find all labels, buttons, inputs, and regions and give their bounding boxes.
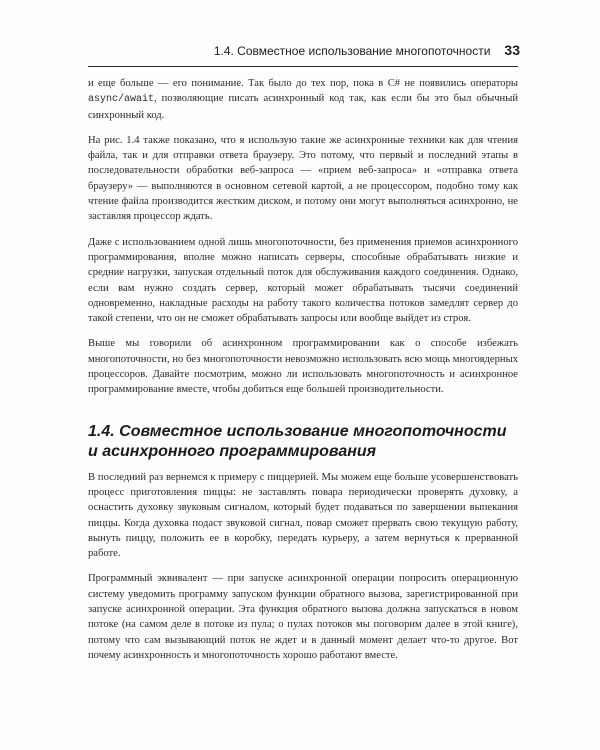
paragraph-5: В последний раз вернемся к примеру с пиццерией. Мы можем еще больше усовершенствовать процесс приготовления пиццы: не заставлять повара периодически проверять духовку, а оснастить духовку звуковым сигналом, который будет подаваться по завершении выпекания пиццы. Когда духовка подаст звуковой сигнал, повар сможет прервать свою текущую работу, вынуть пиццу, положить ее в коробку, передать курьеру, а затем вернуться к прерванной работе. bbox=[88, 471, 518, 560]
async-await-code: async/await bbox=[88, 94, 155, 106]
paragraph-2: На рис. 1.4 также показано, что я использую такие же асинхронные техники как для чтения файла, так и для отправки ответа браузеру. Это потому, что первый и последний этапы в последовательности обработки веб-запроса — «прием веб-запроса» и «отправка ответа браузеру» — выполняются в основном сетевой картой, а не процессором, подобно тому как чтение файла производится жестким диском, и потому они могут выполняться асинхронно, не заставляя процессор ждать. bbox=[88, 134, 518, 223]
page-number: 33 bbox=[504, 42, 520, 58]
running-header bbox=[88, 42, 520, 60]
paragraph-4: Выше мы говорили об асинхронном программировании как о способе избежать многопоточности, но без многопоточности невозможно использовать всю мощь многоядерных процессоров. Давайте посмотрим, можно ли использовать многопоточность и асинхронное программирование вместе, чтобы добиться еще большей производительности. bbox=[88, 338, 518, 396]
running-title: 1.4. Совместное использование многопоточности bbox=[213, 44, 491, 58]
paragraph-1 bbox=[88, 76, 518, 123]
paragraph-6: Программный эквивалент — при запуске асинхронной операции попросить операционную систему уведомить программу запуском функции обратного вызова, зарегистрированной при запуске асинхронной операции. Эта функция обратного вызова должна запускаться в новом потоке (на самом деле в потоке из пула; о пулах потоков мы поговорим далее в этой книге), потому что сам вызывающий поток не ждет и в данный момент делает что-то другое. Вот почему асинхронность и многопоточность хорошо работают вместе. bbox=[88, 573, 518, 661]
paragraph-1-text-b: , позволяющие писать асинхронный код так, как если бы это был обычный синхронный код. bbox=[88, 93, 518, 121]
header-rule bbox=[88, 66, 518, 67]
paragraph-1-text-a: и еще больше — его понимание. Так было до тех пор, пока в C# не появились операторы bbox=[88, 78, 518, 89]
paragraph-3: Даже с использованием одной лишь многопоточности, без применения приемов асинхронного программирования, вполне можно написать серверы, способные обрабатывать низкие и средние нагрузки, запуская отдельный поток для обслуживания каждого соединения. Однако, если вам нужно создать сервер, который может обрабатывать тысячи соединений одновременно, накладные расходы на работу такого количества потоков замедлят сервер до такой степени, что он не сможет обрабатывать запросы или вообще выйдет из строя. bbox=[88, 236, 518, 325]
page-body bbox=[88, 76, 518, 673]
section-heading: 1.4. Совместное использование многопоточности и асинхронного программирования bbox=[88, 422, 507, 460]
